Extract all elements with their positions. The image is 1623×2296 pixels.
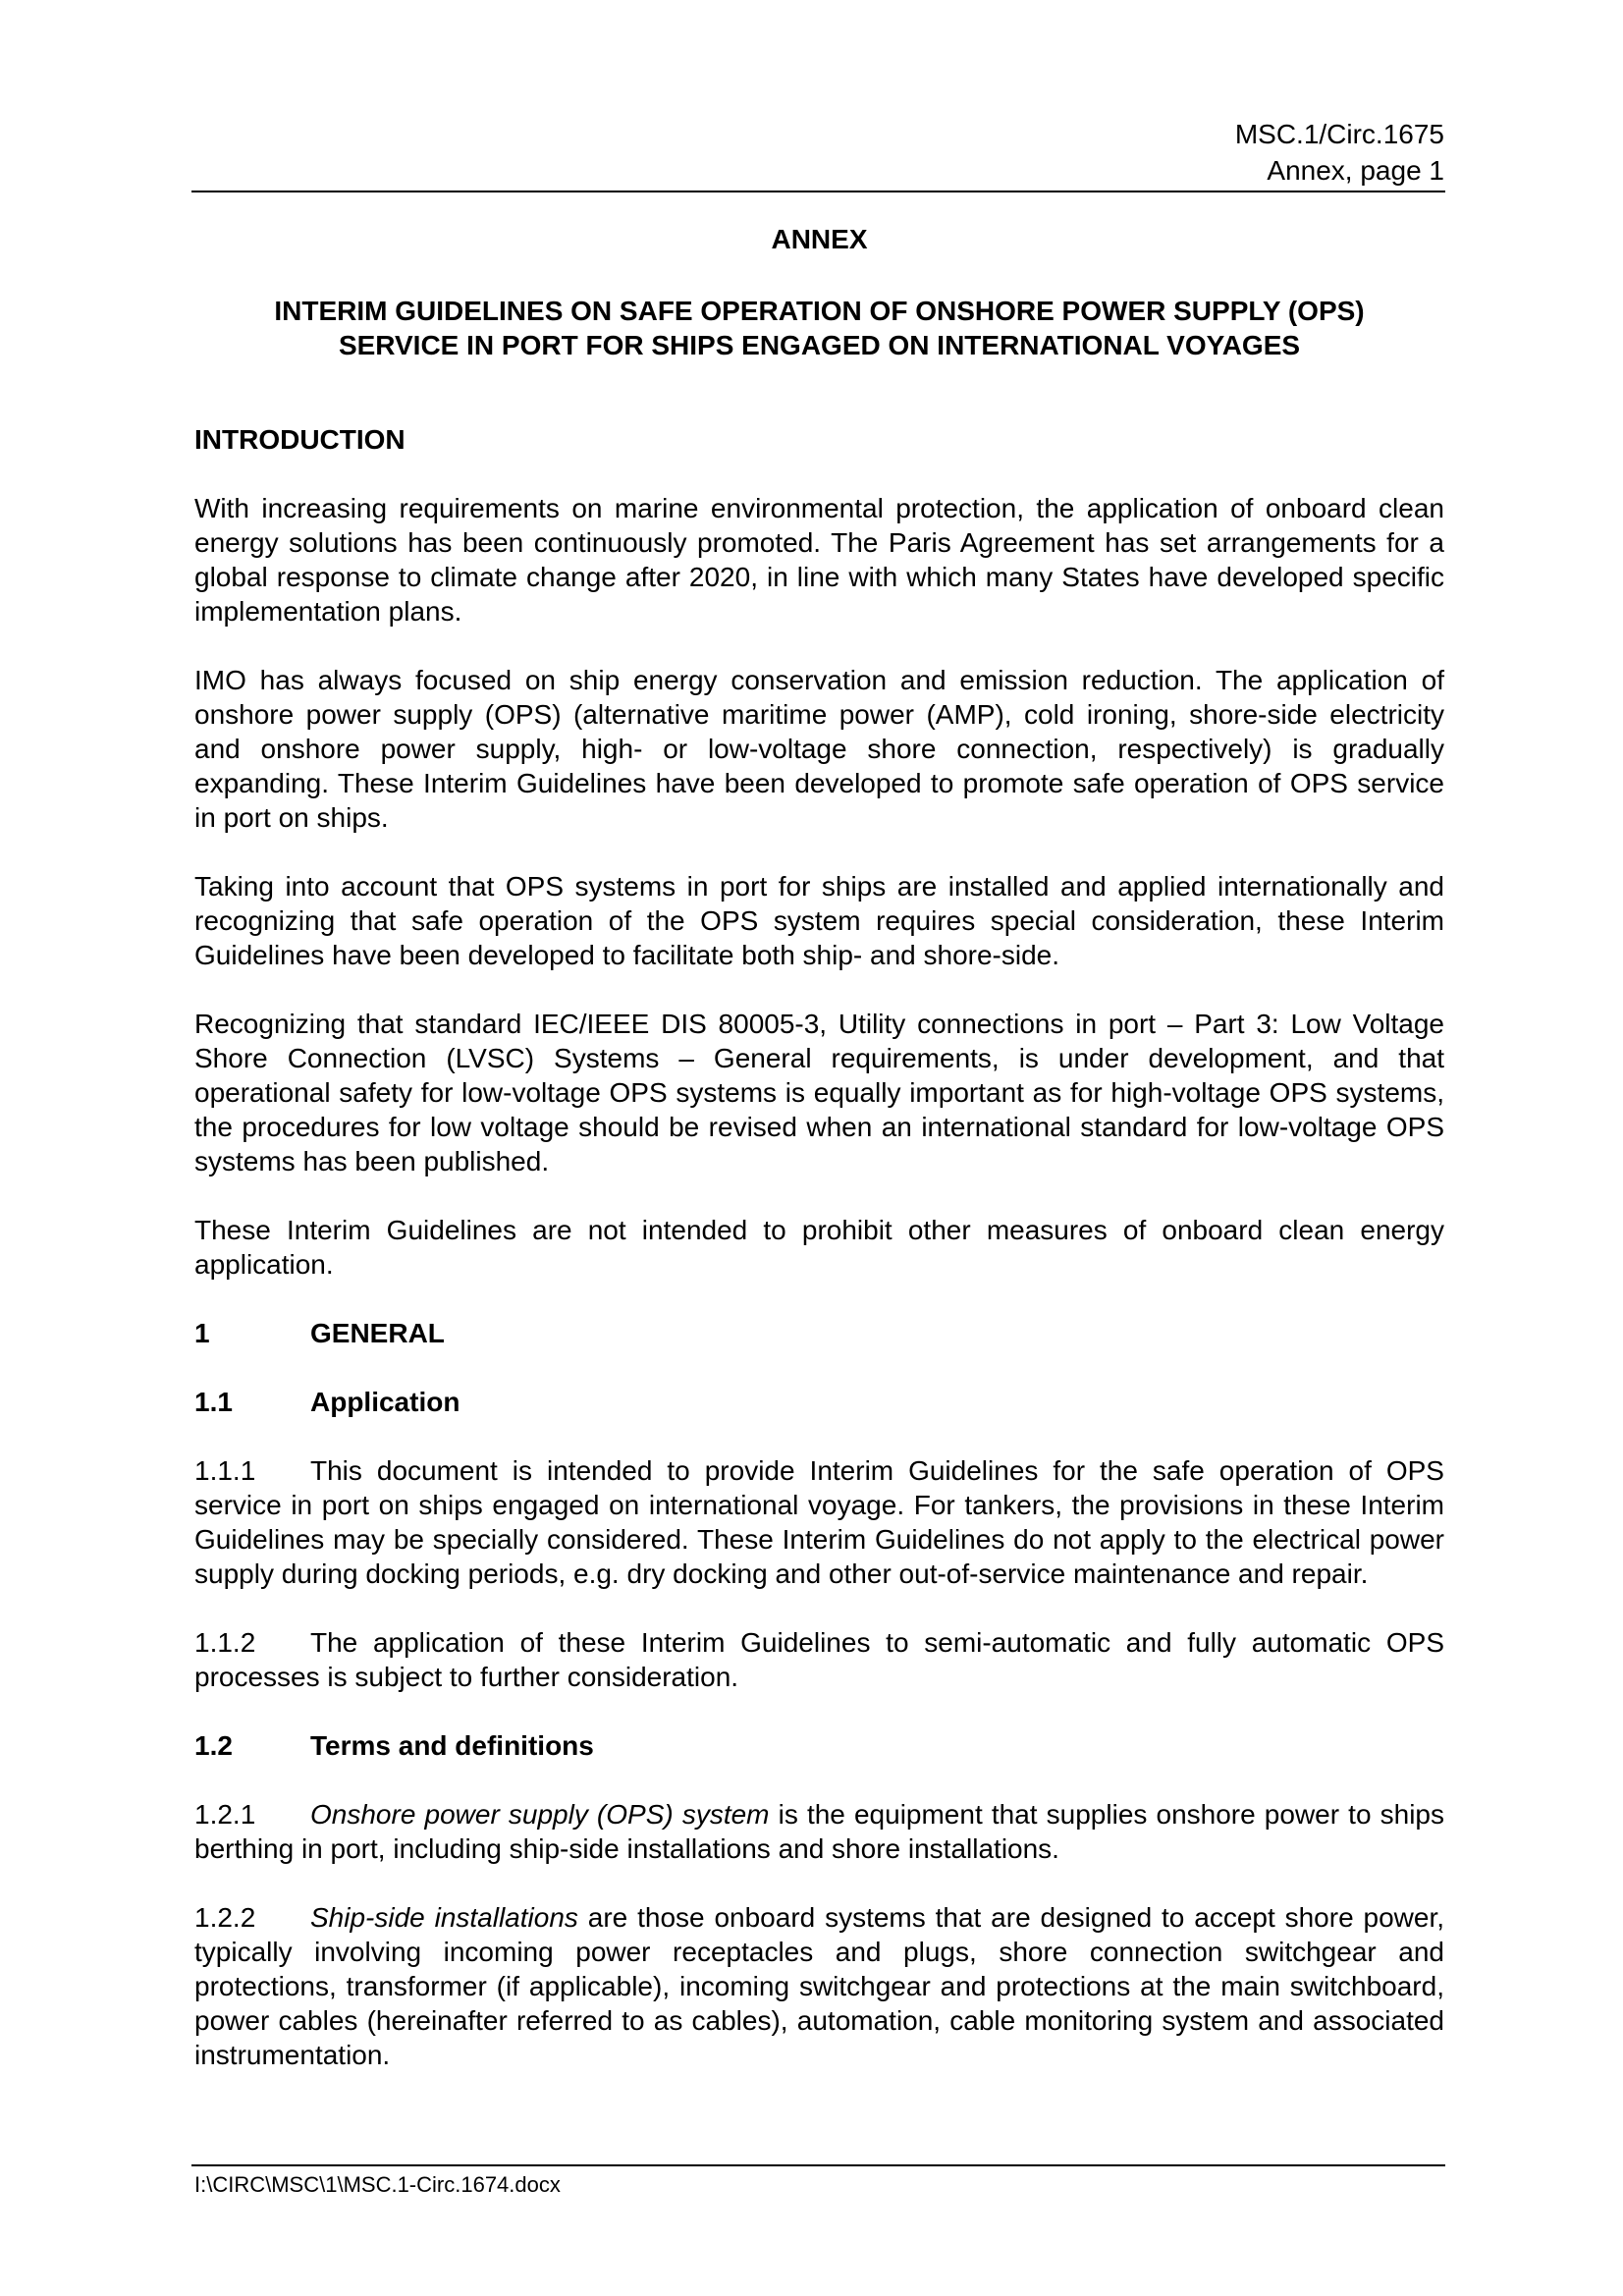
introduction-paragraph-4: Recognizing that standard IEC/IEEE DIS 80005-3, Utility connections in port – Part 3: Low Voltage Shore Connection (LVSC) Systems – General requirements, is under development, and that operational safety for low-voltage OPS systems is equally important as for high-voltage OPS systems, the procedures for low voltage should be revised when an international standard for low-voltage OPS systems has been published.	[194, 1009, 1444, 1176]
document-body	[194, 222, 1444, 2106]
page-label: Annex, page 1	[1267, 155, 1444, 186]
paragraph-1-1-2	[194, 1625, 1444, 1694]
section-number: 1.1	[194, 1387, 233, 1417]
annex-title: ANNEX	[771, 224, 868, 254]
paragraph-number: 1.2.1	[194, 1799, 256, 1830]
footer-divider	[191, 2164, 1445, 2166]
footer-file-path: I:\CIRC\MSC\1\MSC.1-Circ.1674.docx	[194, 2172, 561, 2197]
paragraph-text: is the equipment that supplies onshore power to ships berthing in port, including ship-side installations and shore installations.	[194, 1799, 1444, 1864]
paragraph-number: 1.1.1	[194, 1455, 256, 1486]
section-number: 1.2	[194, 1730, 233, 1761]
main-title	[194, 294, 1444, 362]
main-title-line-1: INTERIM GUIDELINES ON SAFE OPERATION OF ONSHORE POWER SUPPLY (OPS)	[274, 296, 1365, 326]
paragraph-number: 1.1.2	[194, 1627, 256, 1658]
header-divider	[191, 191, 1445, 192]
section-1-1-heading	[194, 1385, 1444, 1419]
paragraph-1-2-2	[194, 1900, 1444, 2072]
paragraph-text: The application of these Interim Guidelines to semi-automatic and fully automatic OPS processes is subject to further consideration.	[194, 1627, 1444, 1692]
section-title: GENERAL	[310, 1318, 445, 1348]
main-title-line-2: SERVICE IN PORT FOR SHIPS ENGAGED ON INTERNATIONAL VOYAGES	[338, 330, 1301, 360]
paragraph-1-2-1	[194, 1797, 1444, 1866]
defined-term: Onshore power supply (OPS) system	[310, 1799, 770, 1830]
introduction-paragraph-1: With increasing requirements on marine environmental protection, the application of onboard clean energy solutions has been continuously promoted. The Paris Agreement has set arrangements for a global response to climate change after 2020, in line with which many States have developed specific implementation plans.	[194, 493, 1444, 627]
section-title: Application	[310, 1387, 460, 1417]
paragraph-text: This document is intended to provide Interim Guidelines for the safe operation of OPS service in port on ships engaged on international voyage. For tankers, the provisions in these Interim Guidelines may be specially considered. These Interim Guidelines do not apply to the electrical power supply during docking periods, e.g. dry docking and other out-of-service maintenance and repair.	[194, 1455, 1444, 1589]
section-number: 1	[194, 1318, 210, 1348]
introduction-paragraph-2: IMO has always focused on ship energy conservation and emission reduction. The application of onshore power supply (OPS) (alternative maritime power (AMP), cold ironing, shore-side electricity and onshore power supply, high- or low-voltage shore connection, respectively) is gradually expanding. These Interim Guidelines have been developed to promote safe operation of OPS service in port on ships.	[194, 665, 1444, 833]
introduction-heading: INTRODUCTION	[194, 424, 406, 455]
section-1-heading	[194, 1316, 1444, 1350]
paragraph-number: 1.2.2	[194, 1902, 256, 1933]
introduction-paragraph-5: These Interim Guidelines are not intended to prohibit other measures of onboard clean energy application.	[194, 1215, 1444, 1280]
document-reference: MSC.1/Circ.1675	[1234, 119, 1444, 149]
introduction-paragraph-3: Taking into account that OPS systems in port for ships are installed and applied internationally and recognizing that safe operation of the OPS system requires special consideration, these Interim Guidelines have been developed to facilitate both ship- and shore-side.	[194, 871, 1444, 970]
paragraph-1-1-1	[194, 1453, 1444, 1591]
section-1-2-heading	[194, 1728, 1444, 1763]
page-header	[194, 116, 1444, 189]
defined-term: Ship-side installations	[310, 1902, 578, 1933]
paragraph-text: are those onboard systems that are designed to accept shore power, typically involving incoming power receptacles and plugs, shore connection switchgear and protections, transformer (if applicable), incoming switchgear and protections at the main switchboard, power cables (hereinafter referred to as cables), automation, cable monitoring system and associated instrumentation.	[194, 1902, 1445, 2070]
section-title: Terms and definitions	[310, 1730, 594, 1761]
